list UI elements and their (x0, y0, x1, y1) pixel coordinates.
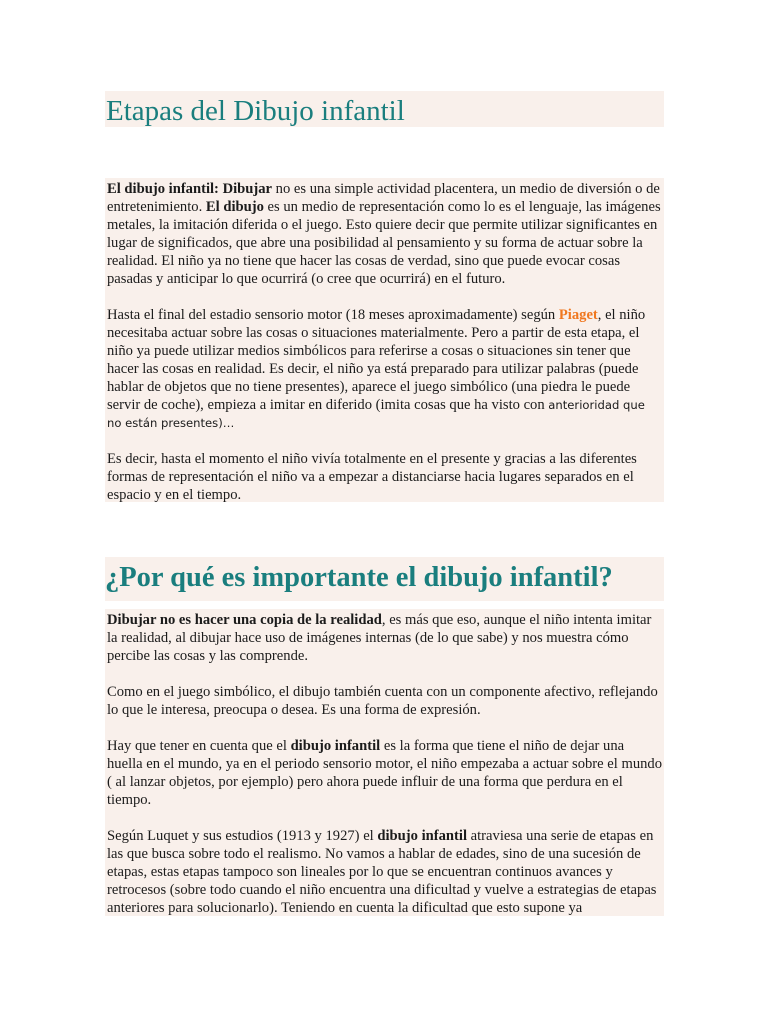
text-run: es la forma que tiene el niño de dejar una huella en el mundo, ya en el periodo sensorio motor, el niño empezaba a actuar sobre el mundo ( al lanzar objetos, por ejemplo) pero ahora puede influir de una forma que perdura en el tiempo. (107, 738, 663, 808)
paragraph-presente: Es decir, hasta el momento el niño vivía totalmente en el presente y gracias a las diferentes formas de representación el niño va a empezar a distanciarse hacia lugares separados en el espacio y en el tiempo. (107, 451, 637, 503)
text-run: Hay que tener en cuenta que el (107, 738, 291, 754)
bold-run: Dibujar no es hacer una copia de la realidad (107, 612, 382, 628)
paragraph-copia (107, 611, 662, 665)
paragraph-afectivo: Como en el juego simbólico, el dibujo también cuenta con un componente afectivo, reflejando lo que le interesa, preocupa o desea. Es una forma de expresión. (107, 684, 658, 718)
text-run: no es una simple actividad placentera, un medio de diversión o de entretenimiento. (107, 181, 660, 215)
bold-run: El dibujo (205, 199, 264, 215)
paragraph-piaget (107, 306, 662, 432)
text-run-sans: anterioridad que no están presentes)… (107, 398, 645, 430)
text-run: , es más que eso, aunque el niño intenta imitar la realidad, al dibujar hace uso de imágenes internas (de lo que sabe) y nos muestra cómo percibe las cosas y las comprende. (107, 612, 652, 664)
bold-run: dibujo infantil (290, 738, 381, 754)
bold-run: El dibujo infantil: Dibujar (107, 181, 273, 197)
section-body-etapas (105, 178, 664, 502)
paragraph-luquet (107, 827, 662, 916)
text-run: , el niño necesitaba actuar sobre las cosas o situaciones materialmente. Pero a partir de esta etapa, el niño ya puede utilizar medios simbólicos para referirse a cosas o situaciones sin tener que hacer las cosas en realidad. Es decir, el niño ya está preparado para utilizar palabras (puede hablar de objetos que no tiene presentes), aparece el juego simbólico (una piedra le puede servir de coche), empieza a imitar en diferido (imita cosas que ha visto con (107, 307, 646, 413)
paragraph-definition (107, 180, 662, 288)
text-run: Según Luquet y sus estudios (1913 y 1927) el (107, 828, 378, 844)
bold-run: dibujo infantil (377, 828, 467, 844)
text-run: Hasta el final del estadio sensorio motor (18 meses aproximadamente) según (107, 307, 559, 323)
text-run: es un medio de representación como lo es el lenguaje, las imágenes metales, la imitación diferida o el juego. Esto quiere decir que permite utilizar significantes en lugar de significados, que abre una posibilidad al pensamiento y su forma de actuar sobre la realidad. El niño ya no tiene que hacer las cosas de verdad, sino que puede evocar cosas pasadas y anticipar lo que ocurrirá (o cree que ocurrirá) en el futuro. (107, 199, 661, 287)
section-body-importante (105, 609, 664, 916)
section-title-importante: ¿Por qué es importante el dibujo infantil? (105, 557, 664, 601)
text-run: atraviesa una serie de etapas en las que busca sobre todo el realismo. No vamos a hablar de edades, sino de una sucesión de etapas, estas etapas tampoco son lineales por lo que se encuentran continuos avances y retrocesos (sobre todo cuando el niño encuentra una dificultad y vuelve a estrategias de etapas anteriores para solucionarlo). Teniendo en cuenta la dificultad que esto supone ya (107, 828, 657, 916)
piaget-link[interactable]: Piaget (558, 307, 598, 323)
section-title-etapas: Etapas del Dibujo infantil (105, 91, 664, 127)
paragraph-huella (107, 737, 662, 809)
